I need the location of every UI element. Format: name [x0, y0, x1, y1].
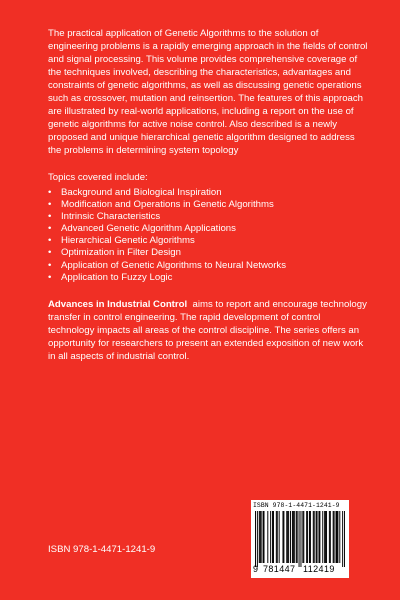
barcode-bar: [324, 511, 325, 563]
barcode-bar: [334, 511, 335, 563]
barcode-bar: [307, 511, 308, 563]
barcode-bar: [279, 511, 280, 563]
barcode: [251, 500, 349, 578]
topic-item: [48, 199, 368, 211]
barcode-bar: [302, 511, 303, 563]
barcode-bar: [306, 511, 307, 563]
barcode-lead-digit: 9: [253, 564, 259, 574]
barcode-bar: [273, 511, 274, 563]
topic-label: Application to Fuzzy Logic: [61, 271, 173, 283]
barcode-bar: [255, 511, 256, 567]
barcode-bar: [339, 511, 340, 563]
topic-item: [48, 272, 368, 284]
series-description: [48, 298, 368, 363]
topic-item: [48, 260, 368, 272]
barcode-bar: [257, 511, 258, 567]
topics-heading: Topics covered include:: [48, 172, 148, 183]
barcode-bar: [290, 511, 291, 563]
barcode-bar: [333, 511, 334, 563]
topic-item: [48, 223, 368, 235]
bullet-icon: •: [48, 247, 52, 259]
book-description: The practical application of Genetic Algorithms to the solution of engineering problems is a rapidly emerging approach in the fields of control and signal processing. This volume provides comprehensive coverage of the techniques involved, describing the characteristics, advantages and constraints of genetic algorithms, as well as discussing genetic operations such as crossover, mutation and reinsertion. The features of this approach are illustrated by real-world applications, including a report on the use of genetic algorithms for active noise control. Also described is a newly proposed and unique hierarchical genetic algorithm designed to address the problems in determining system topology: [48, 28, 368, 156]
barcode-bar: [309, 511, 310, 563]
barcode-bar: [329, 511, 330, 563]
barcode-bar: [297, 511, 298, 563]
barcode-group-left: 781447: [263, 564, 296, 574]
topic-label: Advanced Genetic Algorithm Applications: [61, 223, 236, 235]
barcode-bar: [319, 511, 320, 563]
barcode-group-right: 112419: [303, 564, 335, 574]
topic-label: Hierarchical Genetic Algorithms: [61, 235, 195, 247]
barcode-bar: [259, 511, 260, 563]
bullet-icon: •: [48, 235, 52, 247]
barcode-bar: [326, 511, 327, 563]
barcode-bar: [277, 511, 278, 563]
barcode-bar: [317, 511, 318, 563]
barcode-bar: [296, 511, 297, 563]
barcode-bars: [255, 511, 345, 567]
series-text: aims to report and encourage technology transfer in control engineering. The rapid development of control technology impacts all areas of the control discipline. The series offers an opportunity for researchers to present an extended exposition of new work in all aspects of industrial control.: [48, 299, 367, 362]
bullet-icon: •: [48, 223, 52, 235]
isbn-label: ISBN 978-1-4471-1241-9: [48, 544, 156, 555]
barcode-bar: [260, 511, 261, 563]
barcode-bar: [261, 511, 262, 563]
barcode-bar: [299, 511, 300, 567]
barcode-bar: [263, 511, 264, 563]
barcode-bar: [322, 511, 323, 563]
topic-label: Modification and Operations in Genetic Algorithms: [61, 199, 274, 211]
topic-item: [48, 187, 368, 199]
topic-label: Application of Genetic Algorithms to Neural Networks: [61, 259, 287, 271]
bullet-icon: •: [48, 259, 52, 271]
topic-label: Optimization in Filter Design: [61, 247, 181, 259]
barcode-bar: [288, 511, 289, 563]
topic-item: [48, 235, 368, 247]
barcode-bar: [294, 511, 295, 563]
topic-label: Intrinsic Characteristics: [61, 211, 161, 223]
barcode-bar: [313, 511, 314, 563]
barcode-bar: [303, 511, 304, 563]
barcode-bar: [286, 511, 287, 563]
barcode-bar: [336, 511, 337, 563]
barcode-bar: [342, 511, 343, 567]
barcode-bar: [325, 511, 326, 563]
series-name: Advances in Industrial Control: [48, 299, 188, 310]
barcode-bar: [293, 511, 294, 563]
barcode-bar: [267, 511, 268, 563]
barcode-bar: [318, 511, 319, 563]
bullet-icon: •: [48, 187, 52, 198]
barcode-bar: [344, 511, 345, 567]
barcode-bar: [282, 511, 283, 563]
bullet-icon: •: [48, 271, 52, 283]
barcode-bar: [316, 511, 317, 563]
barcode-bar: [337, 511, 338, 563]
barcode-bar: [270, 511, 271, 563]
barcode-bar: [283, 511, 284, 563]
barcode-bar: [264, 511, 265, 563]
barcode-bar: [287, 511, 288, 563]
bullet-icon: •: [48, 199, 52, 211]
barcode-bar: [276, 511, 277, 563]
topic-item: [48, 211, 368, 223]
barcode-bar: [292, 511, 293, 563]
bullet-icon: •: [48, 211, 52, 223]
barcode-bar: [310, 511, 311, 563]
barcode-bar: [330, 511, 331, 563]
barcode-bar: [336, 511, 337, 563]
barcode-isbn-label: ISBN 978-1-4471-1241-9: [253, 502, 340, 509]
barcode-bar: [300, 511, 301, 567]
topic-label: Background and Biological Inspiration: [61, 187, 222, 198]
topics-list: [48, 187, 368, 284]
barcode-bar: [272, 511, 273, 563]
barcode-bar: [314, 511, 315, 563]
topic-item: [48, 247, 368, 259]
